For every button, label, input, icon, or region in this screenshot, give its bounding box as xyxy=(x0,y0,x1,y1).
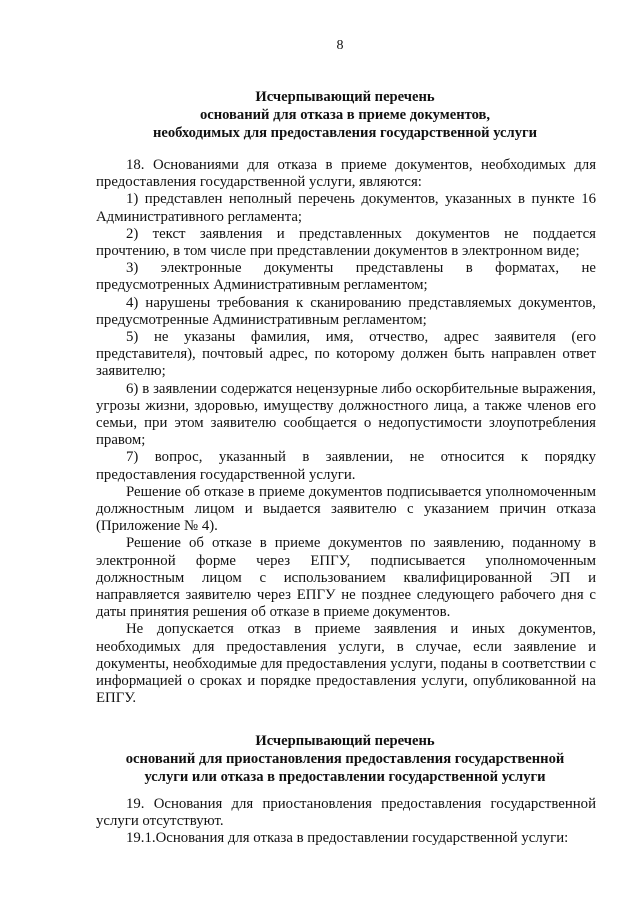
paragraph-19-1: 19.1.Основания для отказа в предоставлении государственной услуги: xyxy=(126,830,569,847)
list-item-3: 3) электронные документы представлены в форматах, не предусмотренных Административным регламентом; xyxy=(96,260,596,294)
heading-line: оснований для приостановления предоставления государственной xyxy=(125,751,565,767)
paragraph-refusal-decision: Решение об отказе в приеме документов подписывается уполномоченным должностным лицом и выдается заявителю с указанием причин отказа (Приложение № 4). xyxy=(96,483,596,535)
section-body-suspension-refusal xyxy=(96,796,596,848)
section-body-refusal-acceptance xyxy=(96,157,596,708)
heading-line: Исчерпывающий перечень xyxy=(255,733,435,749)
heading-line: Исчерпывающий перечень xyxy=(255,89,435,105)
section-heading-refusal-acceptance xyxy=(95,88,595,142)
section-heading-suspension-refusal xyxy=(95,732,595,786)
list-item-7: 7) вопрос, указанный в заявлении, не относится к порядку предоставления государственной услуги. xyxy=(96,449,596,483)
heading-line: необходимых для предоставления государственной услуги xyxy=(152,125,538,141)
list-item-5: 5) не указаны фамилия, имя, отчество, адрес заявителя (его представителя), почтовый адрес, по которому должен быть направлен ответ заявителю; xyxy=(96,329,596,380)
paragraph-electronic-refusal: Решение об отказе в приеме документов по заявлению, поданному в электронной форме через ЕПГУ, подписывается уполномоченным должностным лицом с использованием квалифицированной ЭП и направляется заявителю через ЕПГУ не позднее следующего рабочего дня с даты принятия решения об отказе в приеме документов. xyxy=(96,535,596,621)
heading-line: услуги или отказа в предоставлении государственной услуги xyxy=(144,769,546,785)
list-item-2: 2) текст заявления и представленных документов не поддается прочтению, в том числе при представлении документов в электронном виде; xyxy=(96,225,596,260)
paragraph-19: 19. Основания для приостановления предоставления государственной услуги отсутствуют. xyxy=(96,796,596,830)
list-item-6: 6) в заявлении содержатся нецензурные либо оскорбительные выражения, угрозы жизни, здоровью, имуществу должностного лица, а также членов его семьи, при этом заявителю сообщается о недопустимости злоупотребления правом; xyxy=(96,380,596,449)
heading-line: оснований для отказа в приеме документов, xyxy=(199,107,491,123)
page-number: 8 xyxy=(336,38,344,53)
paragraph-refusal-not-allowed: Не допускается отказ в приеме заявления и иных документов, необходимых для предоставления услуги, в случае, если заявление и документы, необходимые для предоставления услуги, поданы в соответствии с информацией о сроках и порядке предоставления услуги, опубликованной на ЕПГУ. xyxy=(96,621,596,707)
paragraph-18: 18. Основаниями для отказа в приеме документов, необходимых для предоставления государственной услуги, являются: xyxy=(96,157,596,191)
list-item-4: 4) нарушены требования к сканированию представляемых документов, предусмотренные Административным регламентом; xyxy=(96,294,596,328)
list-item-1: 1) представлен неполный перечень документов, указанных в пункте 16 Административного регламента; xyxy=(96,191,596,225)
